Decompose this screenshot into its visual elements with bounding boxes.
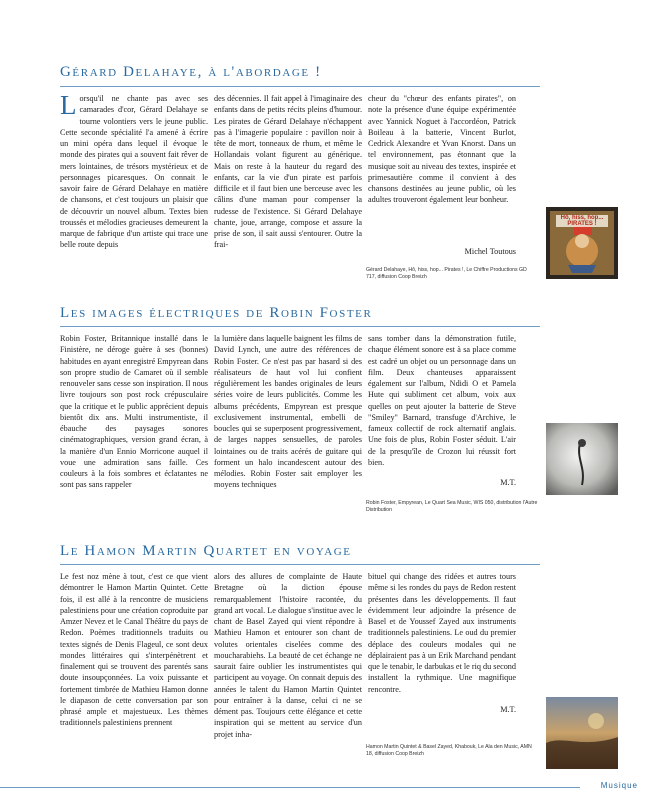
album-cover-khabouk: [546, 697, 618, 769]
article-1-col-2-text: des décennies. Il fait appel à l'imaginaire des enfants dans de petits récits pleins d'humour. Les pirates de Gérard Delahaye n'échappent pas à l'imagerie populaire : pavillon noir à tête de mort, tonneaux de rhum, et même le Hollandais volant figurent au générique. Mais on reste à la hauteur du regard des enfants, car la vie d'un pirate est parfois difficile et il faut bien une berceuse avec les câlins d'une maman pour compenser la rudesse de l'existence. Si Gérard Delahaye chante, joue, arrange, compose et assure la prise de son, il sait aussi s'entourer. Outre la frai-: [214, 94, 362, 250]
article-2-rule: [60, 326, 540, 327]
article-3-col-1: [60, 571, 208, 769]
article-3-signature: M.T.: [500, 705, 516, 714]
article-2-col-2-text: la lumière dans laquelle baignent les films de David Lynch, une autre des références de Robin Foster. Ce n'est pas par hasard si des réalisateurs de haut vol lui confient régulièrement les bandes originales de leurs séries voire de leurs publicités. Comme les albums précédents, Empyrean est presque exclusivement instrumental, embelli de boucles qui se superposent progressivement, de larges nappes sensuelles, de paroles lointaines ou de traits acérés de guitare qui forment un halo incandescent autour des mélodies. Robin Foster sait employer les moyens techniques: [214, 334, 362, 490]
article-1-caption: Gérard Delahaye, Hô, hiss, hop... Pirates !, Le Chiffre Productions GD 717, diffusion Coop Breizh: [366, 267, 527, 280]
article-1-col-1-text: orsqu'il ne chante pas avec ses camarades d'cor, Gérard Delahaye se tourne volontiers vers le jeune public. Cette seconde spécialité l'a amené à écrire un mini opéra dans lequel il évoque le monde des pirates qui a souvent fait rêver de mers lointaines, de trésors mystérieux et de personnages picaresques. On connait le savoir faire de Gérard Delahaye en matière de chansons, et c'est toujours un plaisir que de découvrir un nouvel album. Textes bien troussés et mélodies gracieuses demeurent la marque de fabrique d'un artiste qui trace une belle route depuis: [60, 94, 208, 250]
article-3-col-3: [368, 571, 516, 705]
footer-rule: [0, 787, 580, 788]
pirates-cover-title: Hô, hiss, hop... PIRATES !: [560, 215, 604, 227]
article-3-title: Le Hamon Martin Quartet en voyage: [60, 543, 352, 559]
article-2-col-3-text: sans tomber dans la démonstration futile, chaque élément sonore est à sa place comme est cadré un objet ou un personnage dans un film. Deux chanteuses apparaissent également sur l'album, Ndidi O et Pamela Hute qui subliment cet album, voix aux quelles on peut ajouter la batterie de Steve "Smiley" Barnard, transfuge d'Archive, le fameux collectif de rock alternatif anglais. Une fois de plus, Robin Foster séduit. L'air de la presqu'île de Crozon lui réussit fort bien.: [368, 334, 516, 467]
article-3-caption: Hamon Martin Quintet & Basel Zayed, Khabouk, Le Ala den Music, AMN 18, diffusion Coop Breizh: [366, 744, 532, 757]
article-3-col-3-text: bituel qui change des ridées et autres tours même si les rondes du pays de Redon restent présentes dans les développements. Il faut évidemment leur adjoindre la présence de Basel et de Youssef Zayed aux instruments traditionnels palestiniens. Le oud du premier déplace des couleurs modales qui ne déplairaient pas à un Erik Marchand pendant que le tenabir, le darbukas et le riq du second installent la rythmique. Une magnifique rencontre.: [368, 572, 516, 694]
article-2-col-1-text: Robin Foster, Britannique installé dans le Finistère, ne déroge guère à ses (bonnes) habitudes en ayant enregistré Empyrean dans son propre studio de Camaret où il semble renouveler sans cesse son inspiration. Il nous livre toujours son post rock crépusculaire que la critique et le public apprécient depuis bientôt dix ans. Multi instrumentiste, il ébauche des paysages sonores cinématographiques, version grand écran, à la manière d'un Ennio Morricone auquel il voue une admiration sans faille. Ces couleurs à la fois sombres et éclatantes ne sont pas sans rappeler: [60, 334, 208, 490]
article-3-rule: [60, 564, 540, 565]
empyrean-cover-art: [546, 423, 618, 495]
footer-section-label: Musique: [600, 781, 638, 790]
article-1-signature: Michel Toutous: [464, 247, 516, 256]
article-3-col-2-text: alors des allures de complainte de Haute Bretagne où la diction épouse remarquablement l'histoire racontée, du grand art vocal. Le dialogue s'institue avec le chant de Basel Zayed qui vient répondre à Mathieu Hamon et entourer son chant de volutes orientales ciselées comme des moucharabiehs. La beauté de cet échange ne saurait faire oublier les instrumentistes qui participent au voyage. On connait depuis des années le talent du Hamon Martin Quintet pour entraîner à la danse, celui ci ne se dément pas. Toujours cette élégance et cette inspiration qui se mettent au service d'un projet inha-: [214, 572, 362, 739]
khabouk-cover-art: [546, 697, 618, 769]
article-3-col-1-text: Le fest noz mène à tout, c'est ce que vient démontrer le Hamon Martin Quintet. Cette fois, il est allé à la rencontre de musiciens palestiniens pour une création coproduite par Amzer Nevez et le Canal Théâtre du pays de Redon. Poèmes traditionnels traduits ou textes signés de Denis Flageul, ce sont deux mondes littéraires qui s'interpénètrent et finalement qui se trouvent des parentés sans doute insoupçonnées. La voix puissante et fortement timbrée de Mathieu Hamon donne le diapason de cette conversation par son phrasé ample et majestueux. Les thèmes traditionnels palestiniens prennent: [60, 572, 208, 728]
article-2-title: Les images électriques de Robin Foster: [60, 305, 373, 321]
article-1-col-3-text: cheur du "chœur des enfants pirates", on note la présence d'une équipe expérimentée avec Yannick Noguet à l'accordéon, Patrick Boileau à la batterie, Vincent Burlot, Cedrick Alexandre et Yvan Knorst. Dans un tel environnement, pas étonnant que la musique soit au niveau des textes, inspirée et primesautière comme il convient à des chansons destinées au jeune public, où les adultes trouveront également leur bonheur.: [368, 94, 516, 205]
article-3-col-2: [214, 571, 362, 769]
article-2-col-2: [214, 333, 362, 523]
album-cover-pirates: [546, 207, 618, 279]
article-2-caption: Robin Foster, Empyrean, Le Quart Sea Music, WIS 050, distribution l'Autre Distribution: [366, 500, 538, 513]
article-2-col-3: [368, 333, 516, 488]
article-1-dropcap: L: [60, 93, 77, 120]
article-2-col-1: [60, 333, 208, 523]
article-1-rule: [60, 86, 540, 87]
article-1-col-3: [368, 93, 516, 247]
article-1-col-1: [60, 93, 208, 280]
article-1-col-2: [214, 93, 362, 280]
article-2-signature: M.T.: [500, 478, 516, 487]
article-1-title: Gérard Delahaye, à l'abordage !: [60, 64, 322, 80]
album-cover-empyrean: [546, 423, 618, 495]
